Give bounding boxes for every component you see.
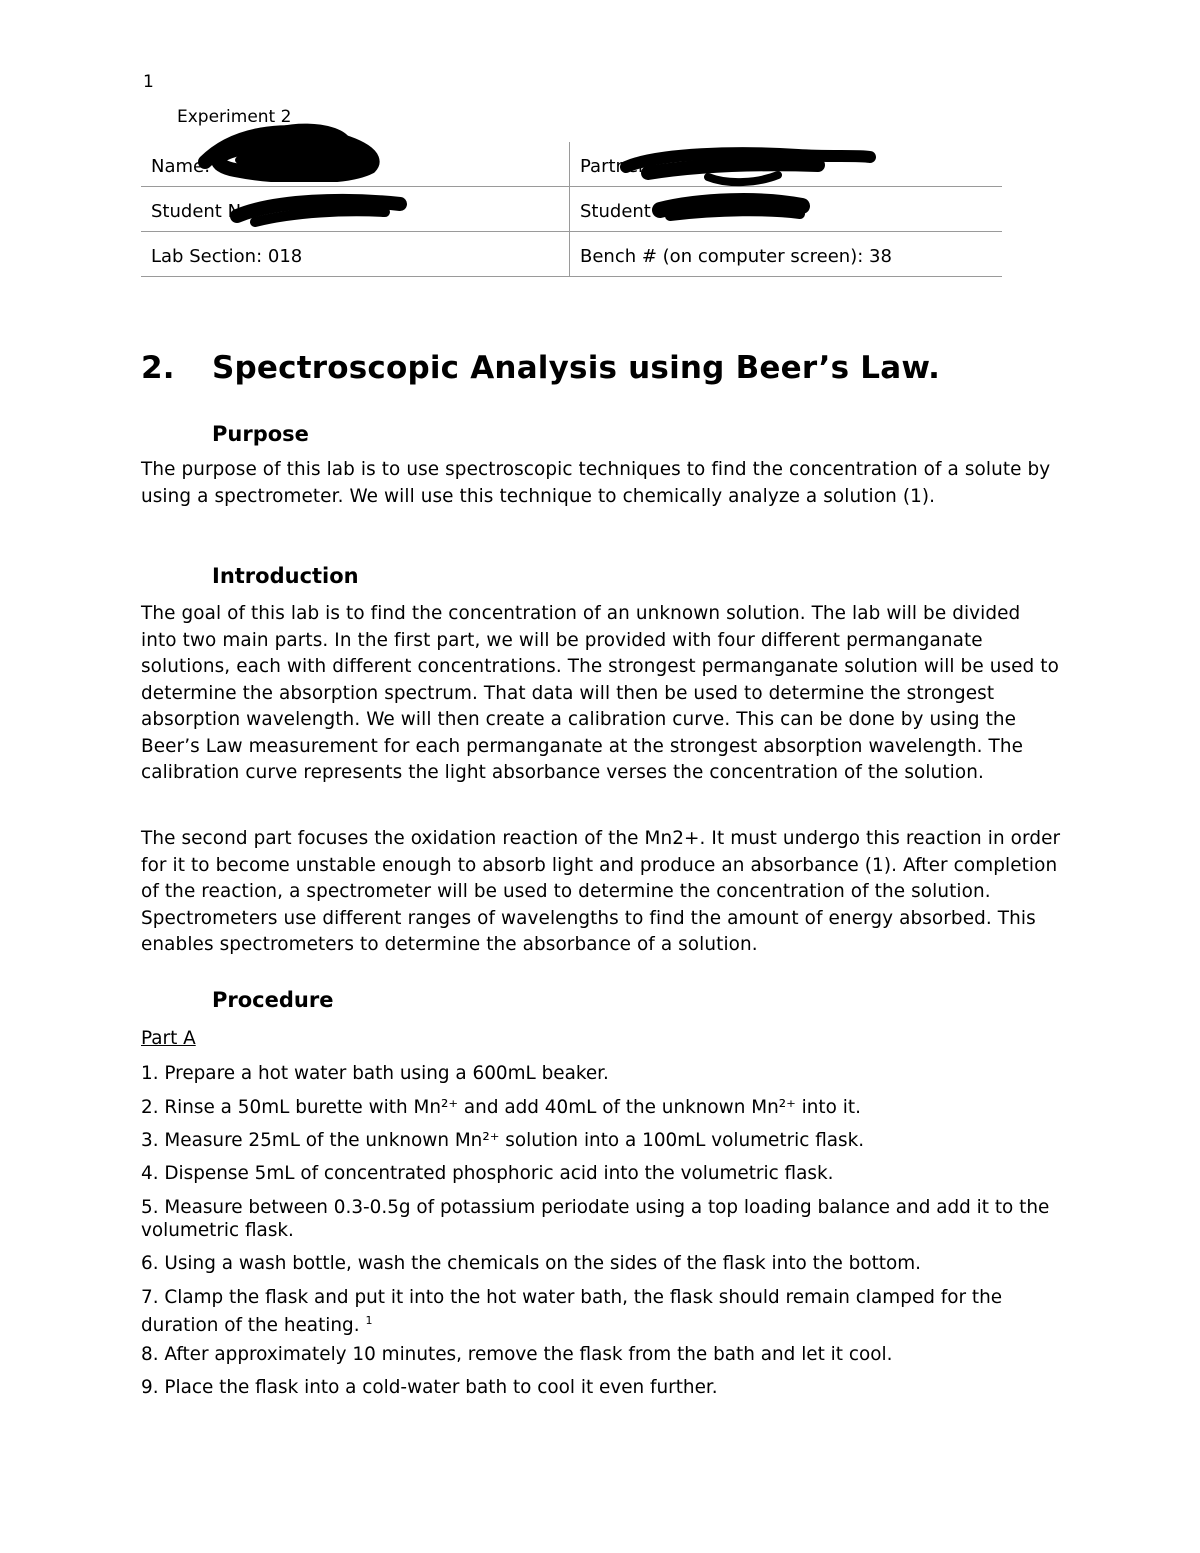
introduction-heading: Introduction [212,564,359,588]
page-number: 1 [143,72,154,92]
procedure-step: 4. Dispense 5mL of concentrated phosphoric acid into the volumetric flask. [141,1163,834,1184]
introduction-paragraph-2: The second part focuses the oxidation reaction of the Mn2+. It must undergo this reaction in order for it to become unstable enough to absorb light and produce an absorbance (1). After completion of the reaction, a spectrometer will be used to determine the concentration of the solution. Spectrometers use different ranges of wavelengths to find the amount of energy absorbed. This enables spectrometers to determine the absorbance of a solution. [141,828,1061,955]
table-row [141,232,1002,277]
purpose-paragraph: The purpose of this lab is to use spectroscopic techniques to find the concentration of a solute by using a spectrometer. We will use this technique to chemically analyze a solution (1). [141,459,1051,507]
step-7-text: 7. Clamp the flask and put it into the hot water bath, the flask should remain clamped for the duration of the heating. [141,1287,1003,1337]
lab-section-cell [141,232,570,277]
experiment-label: Experiment 2 [177,107,292,127]
partner-label: Partner: [580,155,652,177]
procedure-heading: Procedure [212,988,334,1012]
purpose-heading: Purpose [212,422,309,446]
procedure-step: 1. Prepare a hot water bath using a 600mL beaker. [141,1063,609,1084]
procedure-step: 5. Measure between 0.3-0.5g of potassium periodate using a top loading balance and add it to the volumetric flask. [141,1197,1050,1241]
title-number: 2. [141,350,175,386]
part-a-label: Part A [141,1028,196,1049]
introduction-paragraph-1: The goal of this lab is to find the concentration of an unknown solution. The lab will be divided into two main parts. In the first part, we will be provided with four different permanganate solutions, each with different concentrations. The strongest permanganate solution will be used to determine the absorption spectrum. That data will then be used to determine the strongest absorption wavelength. We will then create a calibration curve. This can be done by using the Beer’s Law measurement for each permanganate at the strongest absorption wavelength. The calibration curve represents the light absorbance verses the concentration of the solution. [141,603,1059,783]
procedure-step: 3. Measure 25mL of the unknown Mn²⁺ solution into a 100mL volumetric flask. [141,1130,865,1151]
footnote-marker: 1 [365,1314,373,1327]
title-text: Spectroscopic Analysis using Beer’s Law. [212,350,941,386]
student-no-label: Student No: [151,200,259,222]
procedure-step: 9. Place the flask into a cold-water bath to cool it even further. [141,1377,718,1398]
page-title [141,350,940,386]
bench-label: Bench # (on computer screen): 38 [580,245,892,267]
procedure-step: 6. Using a wash bottle, wash the chemicals on the sides of the flask into the bottom. [141,1253,922,1274]
partner-student-no-label: Student No: [580,200,688,222]
lab-section-label: Lab Section: 018 [151,245,303,267]
redaction-scribble-partner [618,145,878,190]
procedure-step: 2. Rinse a 50mL burette with Mn²⁺ and add 40mL of the unknown Mn²⁺ into it. [141,1097,861,1118]
redaction-scribble-partner-student-no [650,192,815,227]
bench-cell [570,232,1003,277]
procedure-step: 8. After approximately 10 minutes, remove the flask from the bath and let it cool. [141,1344,893,1365]
redaction-scribble-student-no [225,192,415,232]
procedure-step [141,1286,1066,1337]
name-label: Name: [151,155,211,177]
redaction-scribble-name [195,122,385,182]
